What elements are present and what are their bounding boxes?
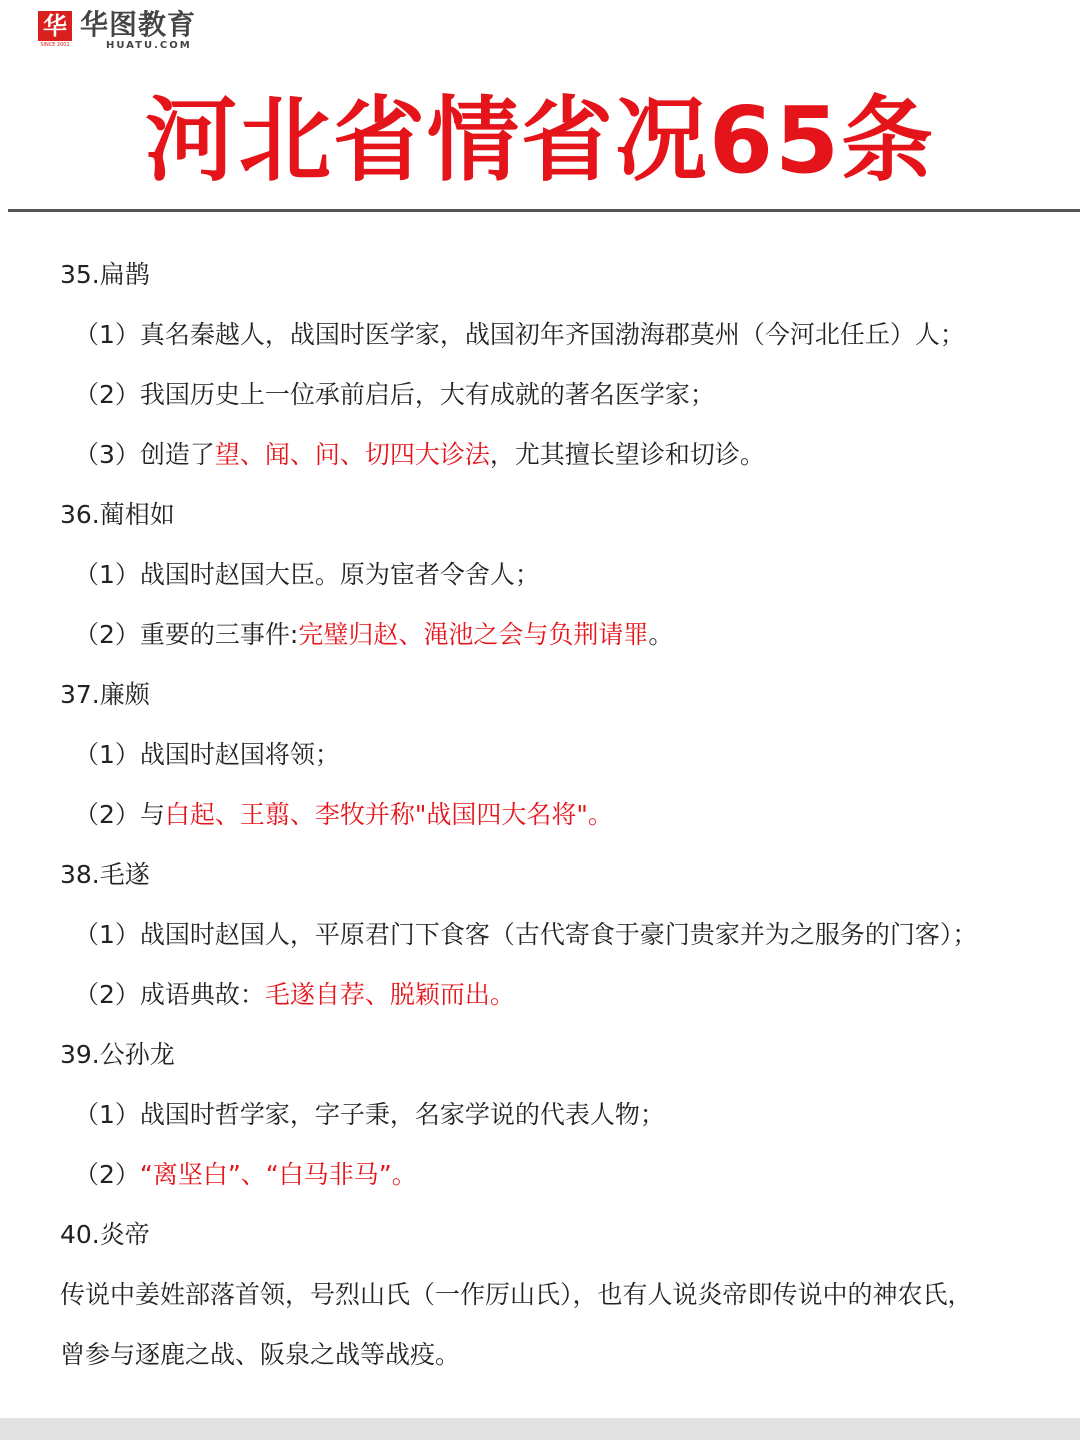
item-text: 。 — [648, 620, 674, 649]
item-text: （2） — [74, 1160, 140, 1189]
item-text: （2）与 — [74, 800, 165, 829]
section-38-item-1: （1）战国时赵国人，平原君门下食客（古代寄食于豪门贵家并为之服务的门客）； — [74, 920, 978, 949]
item-text: ，尤其擅长望诊和切诊。 — [489, 440, 765, 469]
section-heading-39: 39.公孙龙 — [60, 1040, 175, 1069]
bottom-band — [0, 1418, 1080, 1440]
brand-url: HUATU.COM — [106, 39, 192, 51]
section-heading-37: 37.廉颇 — [60, 680, 150, 709]
highlight-text: “离坚白”、“白马非马”。 — [139, 1160, 417, 1189]
section-40-paragraph-line-1: 传说中姜姓部落首领，号烈山氏（一作厉山氏），也有人说炎帝即传说中的神农氏， — [60, 1280, 973, 1309]
highlight-text: 毛遂自荐、脱颖而出。 — [264, 980, 515, 1009]
section-heading-38: 38.毛遂 — [60, 860, 150, 889]
section-heading-36: 36.蔺相如 — [60, 500, 175, 529]
section-heading-40: 40.炎帝 — [60, 1220, 150, 1249]
highlight-text: 白起、王翦、李牧并称"战国四大名将"。 — [164, 800, 613, 829]
section-38-item-2 — [60, 965, 1060, 1025]
section-heading-35: 35.扁鹊 — [60, 260, 150, 289]
brand-name: 华图教育 — [80, 7, 197, 41]
section-39-item-1: （1）战国时哲学家，字子秉，名家学说的代表人物； — [74, 1100, 665, 1129]
section-35-item-2: （2）我国历史上一位承前启后，大有成就的著名医学家； — [74, 380, 715, 409]
section-36-item-1: （1）战国时赵国大臣。原为宦者令舍人； — [74, 560, 540, 589]
section-35-item-1: （1）真名秦越人，战国时医学家，战国初年齐国渤海郡莫州（今河北任丘）人； — [74, 320, 965, 349]
section-37-item-1: （1）战国时赵国将领； — [74, 740, 340, 769]
brand-logo — [38, 7, 197, 51]
section-39-item-2 — [60, 1145, 1060, 1205]
title-divider — [8, 209, 1080, 212]
item-text: （3）创造了 — [74, 440, 215, 469]
section-36-item-2 — [60, 605, 1060, 665]
highlight-text: 完璧归赵、渑池之会与负荆请罪 — [298, 620, 649, 649]
item-text: （2）重要的三事件: — [74, 620, 299, 649]
highlight-text: 望、闻、问、切四大诊法 — [214, 440, 490, 469]
brand-since-text: SINCE 2001 — [40, 42, 70, 48]
brand-logo-glyph: 华 — [43, 12, 67, 40]
page-title: 河北省情省况65条 — [144, 87, 936, 194]
section-40-paragraph-line-2: 曾参与逐鹿之战、阪泉之战等战疫。 — [60, 1340, 461, 1369]
item-text: （2）成语典故： — [74, 980, 265, 1009]
article-body — [60, 245, 1060, 1385]
brand-logo-icon — [38, 11, 72, 49]
section-35-item-3 — [60, 425, 1060, 485]
section-37-item-2 — [60, 785, 1060, 845]
